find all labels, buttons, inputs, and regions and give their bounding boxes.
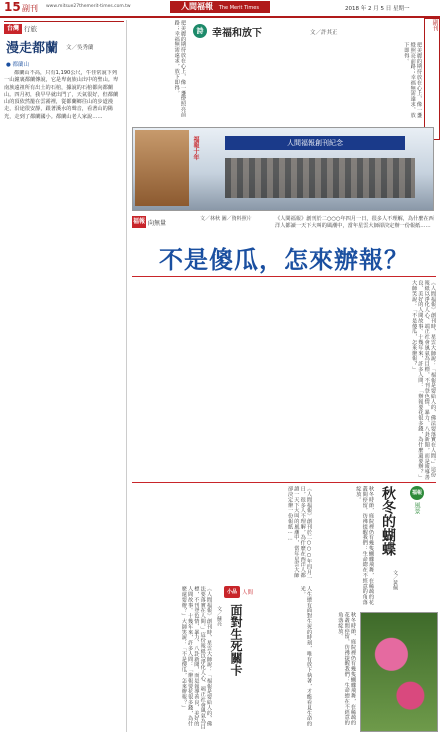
logo-en: The Merit Times (218, 5, 259, 11)
newspaper-logo (170, 1, 270, 13)
photo-crowd (225, 158, 415, 198)
poem-author: 文／許其正 (310, 30, 338, 36)
butterfly-flower-photo (360, 612, 438, 732)
feature-byline: 文／林秋 圖／資料照片 (200, 216, 252, 222)
feature-rule (132, 276, 436, 277)
scenery-body-cont: 秋冬時節，庭院裡仍有幾隻蝴蝶飛舞，在稀疏的花叢間停留，彷彿提醒我們：生命總在不經意的角落綻放。 (337, 612, 356, 726)
left-divider (126, 20, 127, 732)
left-tag-text: 行旅 (24, 25, 37, 33)
left-author: 文／吳秀蘭 (66, 45, 94, 51)
left-title: 漫走都蘭 (6, 41, 59, 56)
site-url[interactable]: www.mitsue27themerit-times.com.tw (46, 4, 131, 9)
small-title: 面對生死關卡 (229, 604, 243, 676)
feature-body-cont2: 《人間福報》創刊於二○○○年四月一日，很多人不理解，為什麼在西洋人都讀一天下大叫的風潮中，當年星雲大師卻決定辦一份報紙…… (287, 486, 312, 581)
feature-tag-badge: 福報 (132, 216, 146, 228)
event-photo (132, 127, 434, 211)
scenery-title: 秋冬的蝴蝶 (380, 486, 396, 556)
scenery-tag-badge: 福報 (410, 486, 424, 500)
page-number: 15 (4, 0, 21, 14)
feature-tag-text: 向無量 (148, 220, 167, 227)
feature-bottom-rule (132, 482, 436, 483)
small-tag-badge: 小品 (224, 586, 240, 598)
feature-body-cont: 《人間福報》創刊時，星雲大師說：「福報是要給人的，佛法要落實在人間。」這份報紙以淨化人心、端正社會風氣為目標，不刊登色情、暴力、八卦新聞，而是報導善良、美好的人間故事。十幾年來，許多人問：「辦報要花很多錢，為什麼還要辦？」大師笑說：「不是傻瓜，怎來辦報？」 (180, 586, 212, 730)
section-name: 副刊 (22, 4, 38, 13)
poem-body: 把美麗的期待放在心上，像一盞燈照亮前路；幸福無需遠求，放下即得。 (403, 42, 422, 118)
left-rule (4, 21, 124, 22)
poem-label: 詩 (193, 24, 207, 38)
scenery-tag-text: 風景 (413, 502, 420, 514)
feature-headline: 不是傻瓜，怎來辦報？ (159, 246, 409, 274)
small-tag-text: 人間 (242, 590, 254, 596)
photo-banner: 人間福報創刊紀念 (225, 136, 405, 150)
small-body: 人生總有面對生死的時刻，唯有放下執著，才能看見生命的光。 (299, 586, 312, 727)
issue-date: 2018 年 2 月 5 日 星期一 (345, 6, 410, 12)
photo-banner-left: 福報十年 (192, 136, 199, 160)
poem-right-text: 把美麗的期待放在心上，像一盞燈照亮前路；幸福無需遠求，放下即得。 (173, 20, 186, 118)
left-body: 都蘭山不高，只有1,190公尺，牛佳常說下列一山鐘裏都蘭傳說，它是卑南族山出中的聖山。卑南族遠祖所有出土的石棺，據說的石棺都向都蘭山。四月初，我早早就出門了，天氣很好，但都蘭山的頂依然籠在雲霧裡，從都蘭鄉往山的步道漫走，沿途很安靜，跟著溪水的聲音，看著山的陽光，走到了都蘭國小。都蘭山老人家說…… (4, 70, 119, 120)
side-column-label: 副刊 (424, 18, 440, 140)
scenery-body: 秋冬時節，庭院裡仍有幾隻蝴蝶飛舞，在稀疏的花叢間停留，彷彿提醒我們：生命總在不經意的角落綻放。 (355, 486, 374, 605)
feature-intro: 《人間福報》創刊於二○○○年四月一日，很多人不理解，為什麼在西洋人都讀一天下大叫的風潮中，當年星雲大師卻決定辦一份報紙…… (275, 216, 434, 230)
poem-title: 幸福和放下 (212, 28, 262, 39)
feature-body: 《人間福報》創刊時，星雲大師說：「福報是要給人的，佛法要落實在人間。」這份報紙以淨化人心、端正社會風氣為目標，不刊登色情、暴力、八卦新聞，而是報導善良、美好的人間故事。十幾年來，許多人問：「辦報要花很多錢，為什麼還要辦？」大師笑說：「不是傻瓜，怎來辦報？」 (411, 280, 436, 480)
portrait-photo (135, 130, 189, 206)
logo-cn: 人間福報 (181, 2, 214, 11)
left-location: ● 都蘭山 (6, 62, 30, 68)
small-author: 文／蘇亮 (216, 606, 222, 626)
left-tag-badge: 台灣 (4, 24, 22, 34)
scenery-author: 文／黃佩 (392, 570, 398, 590)
